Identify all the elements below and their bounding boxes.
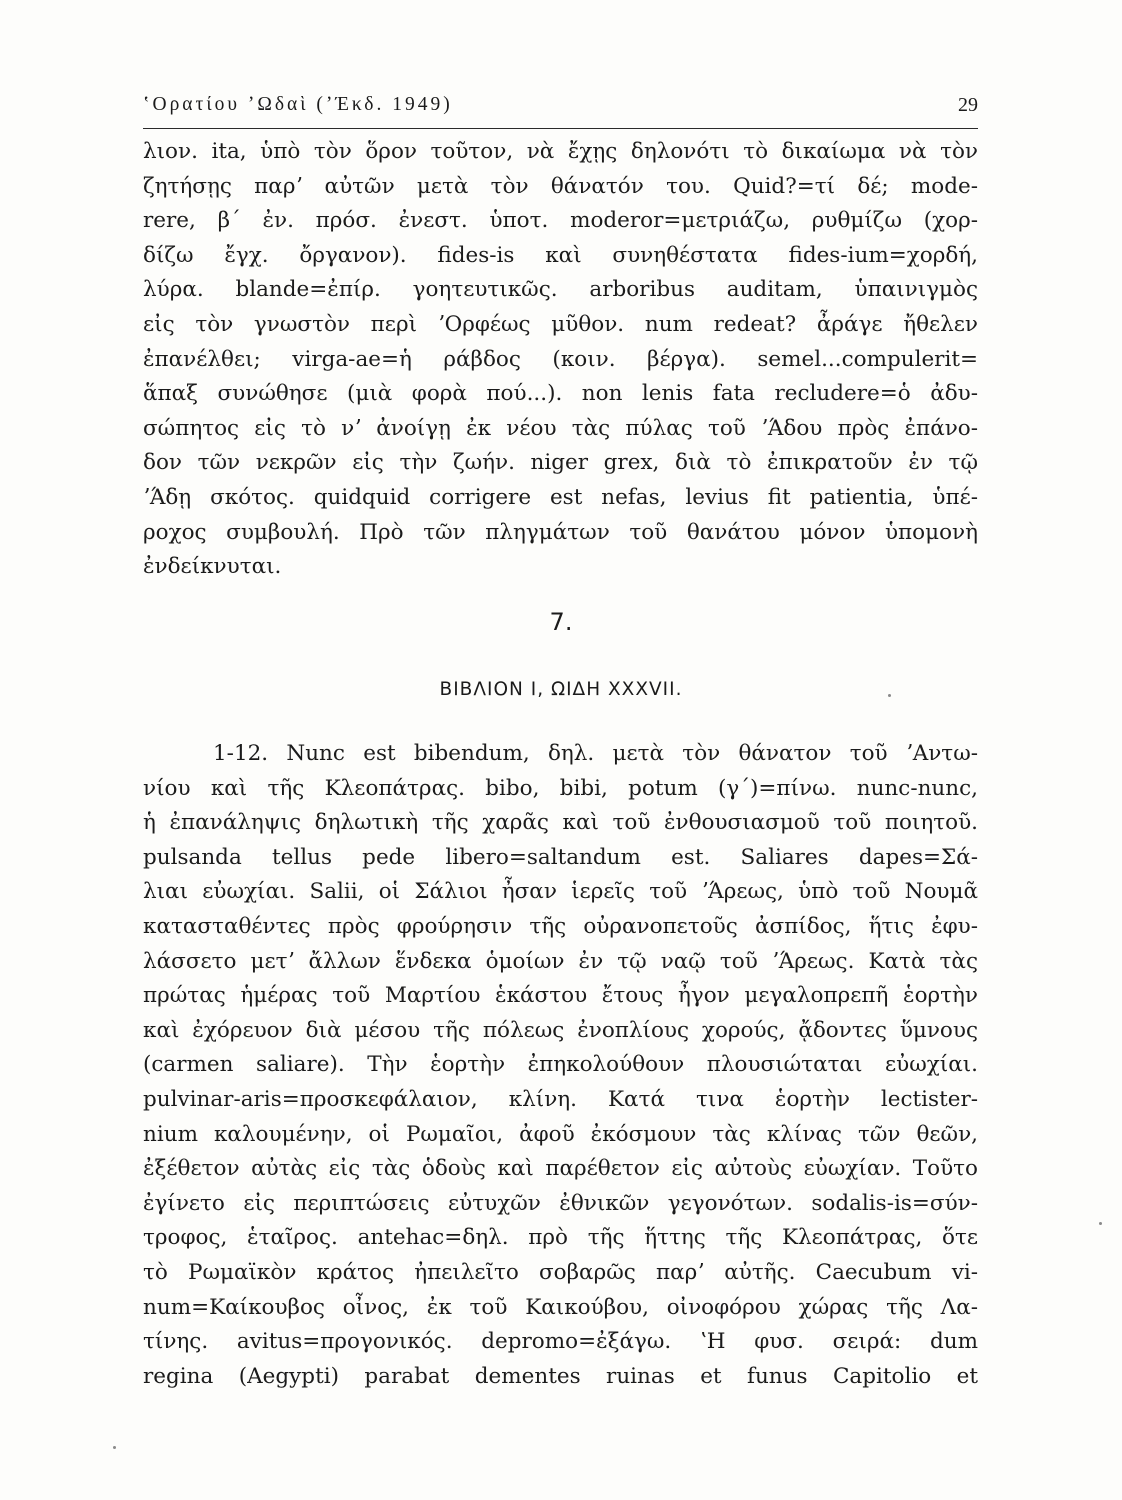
text-line: ἐγίνετο εἰς περιπτώσεις εὐτυχῶν ἐθνικῶν γεγονότων. sodalis-is=σύν- [143, 1190, 978, 1216]
scan-speck [888, 694, 891, 697]
text-line: καὶ ἐχόρευον διὰ μέσου τῆς πόλεως ἐνοπλίους χορούς, ᾄδοντες ὕμνους [143, 1017, 978, 1043]
scan-speck [113, 1446, 116, 1449]
text-line: λιαι εὐωχίαι. Salii, οἱ Σάλιοι ἦσαν ἱερεῖς τοῦ ʼΆρεως, ὑπὸ τοῦ Νουμᾶ [143, 879, 978, 905]
section-number: 7. [549, 608, 573, 636]
text-line: λύρα. blande=ἐπίρ. γοητευτικῶς. arboribus auditam, ὑπαινιγμὸς [143, 277, 978, 303]
text-line: ʼΆδῃ σκότος. quidquid corrigere est nefas, levius fit patientia, ὑπέ- [143, 484, 978, 510]
text-line: κατασταθέντες πρὸς φρούρησιν τῆς οὐρανοπετοῦς ἀσπίδος, ἥτις ἐφυ- [143, 913, 978, 939]
text-line: λιον. ita, ὑπὸ τὸν ὅρον τοῦτον, νὰ ἔχῃς δηλονότι τὸ δικαίωμα νὰ τὸν [143, 139, 978, 164]
text-line: rere, β΄ ἐν. πρόσ. ἐνεστ. ὑποτ. moderor=μετριάζω, ρυθμίζω (χορ- [143, 208, 978, 234]
text-line: ζητήσῃς παρʼ αὐτῶν μετὰ τὸν θάνατόν του. Quid?=τί δέ; mode- [143, 173, 978, 199]
text-line: νίου καὶ τῆς Κλεοπάτρας. bibo, bibi, potum (γ΄)=πίνω. nunc-nunc, [143, 775, 978, 801]
text-line: ἐξέθετον αὐτὰς εἰς τὰς ὁδοὺς καὶ παρέθετον εἰς αὐτοὺς εὐωχίαν. Τοῦτο [143, 1156, 978, 1182]
text-line: τὸ Ρωμαϊκὸν κράτος ἠπειλεῖτο σοβαρῶς παρʼ αὐτῆς. Caecubum vi- [143, 1259, 978, 1285]
text-line: pulsanda tellus pede libero=saltandum est. Saliares dapes=Σά- [143, 844, 978, 870]
text-line: ἡ ἐπανάληψις δηλωτικὴ τῆς χαρᾶς καὶ τοῦ ἐνθουσιασμοῦ τοῦ ποιητοῦ. [143, 810, 978, 836]
text-line: λάσσετο μετʼ ἄλλων ἕνδεκα ὁμοίων ἐν τῷ ναῷ τοῦ ʼΆρεως. Κατὰ τὰς [143, 948, 978, 974]
text-line: ἅπαξ συνώθησε (μιὰ φορὰ πού...). non lenis fata recludere=ὁ ἀδυ- [143, 381, 978, 407]
text-line: pulvinar-aris=προσκεφάλαιον, κλίνη. Κατά τινα ἑορτὴν lectister- [143, 1086, 978, 1112]
commentary-paragraph-2 [143, 737, 978, 1394]
text-line: τροφος, ἑταῖρος. antehac=δηλ. πρὸ τῆς ἥττης τῆς Κλεοπάτρας, ὅτε [143, 1225, 978, 1251]
page-number: 29 [958, 94, 978, 116]
running-title: ʽΟρατίου ʼΩδαὶ (ʼΈκδ. 1949) [143, 94, 453, 115]
text-line: δίζω ἔγχ. ὄργανον). fides-is καὶ συνηθέστατα fides-ium=χορδή, [143, 242, 978, 268]
text-line: τίνης. avitus=προγονικός. depromo=ἐξάγω. ʽΗ φυσ. σειρά: dum [143, 1329, 978, 1355]
running-header [143, 92, 978, 129]
text-line: ἐνδείκνυται. [143, 554, 282, 580]
text-line: (carmen saliare). Τὴν ἑορτὴν ἐπηκολούθουν πλουσιώταται εὐωχίαι. [143, 1052, 978, 1078]
text-line: πρώτας ἡμέρας τοῦ Μαρτίου ἑκάστου ἔτους ἦγον μεγαλοπρεπῆ ἑορτὴν [143, 983, 978, 1009]
commentary-paragraph-1 [143, 135, 978, 585]
text-line: σώπητος εἰς τὸ νʼ ἀνοίγῃ ἐκ νέου τὰς πύλας τοῦ ʼΆδου πρὸς ἐπάνο- [143, 415, 978, 441]
text-line: num=Καίκουβος οἶνος, ἐκ τοῦ Καικούβου, οἰνοφόρου χώρας τῆς Λα- [143, 1294, 978, 1320]
section-heading: ΒΙΒΛΙΟΝ Ι, ΩΙΔΗ XXXVII. [439, 679, 683, 700]
scan-speck [1099, 1222, 1102, 1225]
text-line: εἰς τὸν γνωστὸν περὶ ʼΟρφέως μῦθον. num redeat? ἆράγε ἤθελεν [143, 311, 978, 337]
text-line: nium καλουμένην, οἱ Ρωμαῖοι, ἀφοῦ ἐκόσμουν τὰς κλίνας τῶν θεῶν, [143, 1121, 978, 1147]
text-line: 1-12. Nunc est bibendum, δηλ. μετὰ τὸν θάνατον τοῦ ʼΑντω- [213, 741, 978, 766]
text-line: ροχος συμβουλή. Πρὸ τῶν πληγμάτων τοῦ θανάτου μόνον ὑπομονὴ [143, 519, 978, 545]
text-line: ἐπανέλθει; virga-ae=ἡ ράβδος (κοιν. βέργα). semel...compulerit= [143, 346, 978, 372]
text-line: δον τῶν νεκρῶν εἰς τὴν ζωήν. niger grex, διὰ τὸ ἐπικρατοῦν ἐν τῷ [143, 450, 978, 476]
text-line: regina (Aegypti) parabat dementes ruinas et funus Capitolio et [143, 1363, 978, 1389]
